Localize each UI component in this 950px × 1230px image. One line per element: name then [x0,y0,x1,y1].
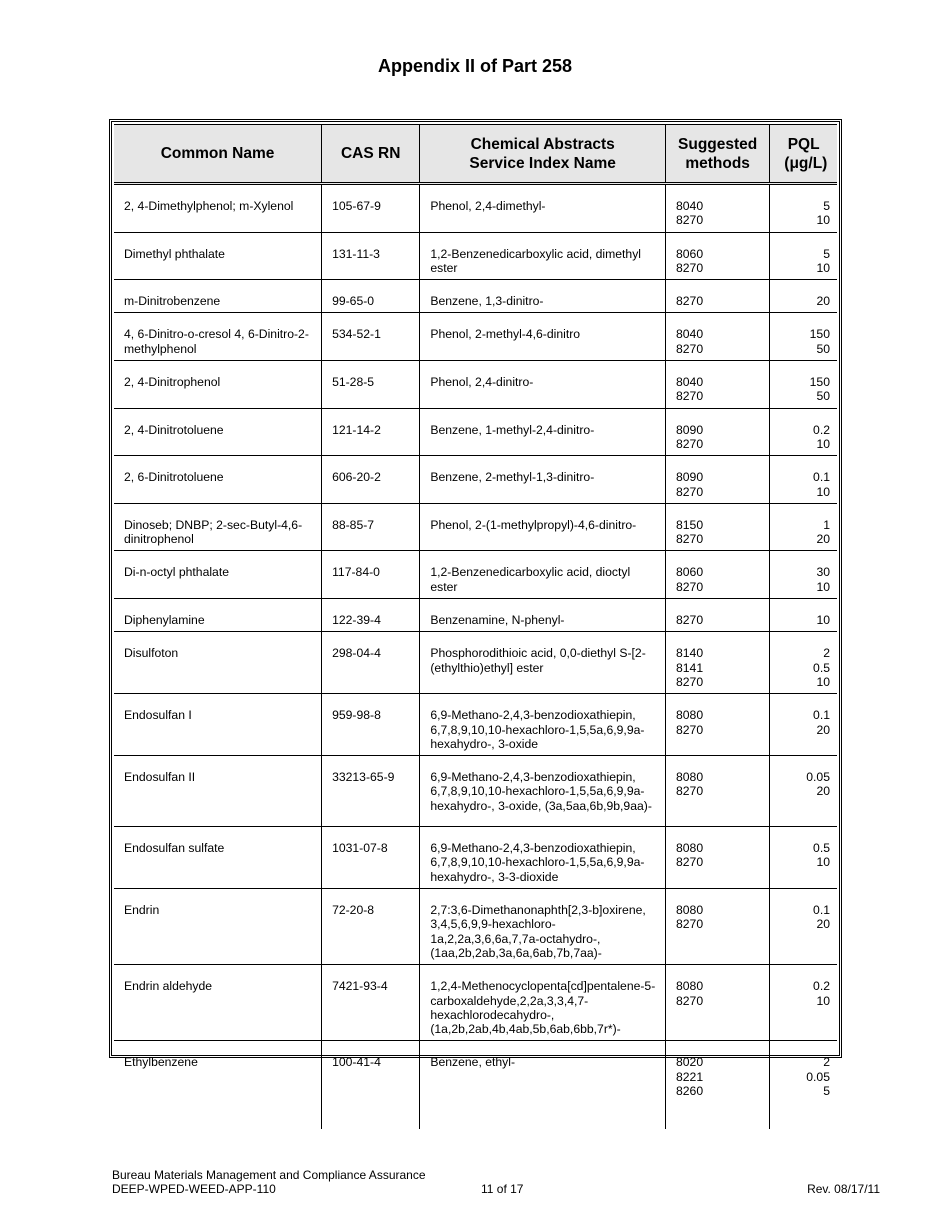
footer-left [112,1168,426,1196]
cell-cas-rn: 51-28-5 [322,361,420,409]
cell-pql: 20 [770,280,837,313]
cell-index-name: 6,9-Methano-2,4,3-benzodioxathiepin, 6,7,8,9,10,10-hexachloro-1,5,5a,6,9,9a-hexahydro-, 3-3-dioxide [420,827,666,889]
cell-suggested-methods: 8150 8270 [666,503,770,551]
table-row [114,889,837,965]
cell-index-name: 6,9-Methano-2,4,3-benzodioxathiepin, 6,7,8,9,10,10-hexachloro-1,5,5a,6,9,9a-hexahydro-, 3-oxide [420,694,666,756]
cell-pql: 10 [770,599,837,632]
table-row [114,313,837,361]
footer-org: Bureau Materials Management and Compliance Assurance [112,1168,426,1182]
cell-common-name: Endosulfan I [114,694,322,756]
cell-index-name: 2,7:3,6-Dimethanonaphth[2,3-b]oxirene, 3,4,5,6,9,9-hexachloro-1a,2,2a,3,6,6a,7,7a-octahydro-, (1aa,2b,2ab,3a,6a,6ab,7b,7aa)- [420,889,666,965]
table-row [114,503,837,551]
constituents-table [114,124,837,1129]
cell-common-name: m-Dinitrobenzene [114,280,322,313]
table-body [114,184,837,1129]
table-row [114,827,837,889]
cell-pql: 30 10 [770,551,837,599]
cell-pql: 0.1 20 [770,694,837,756]
table-row [114,280,837,313]
cell-common-name: 2, 4-Dimethylphenol; m-Xylenol [114,184,322,233]
cell-suggested-methods: 8080 8270 [666,889,770,965]
cell-cas-rn: 122-39-4 [322,599,420,632]
table-row [114,456,837,504]
header-pql: PQL (μg/L) [770,125,837,184]
cell-index-name: 1,2-Benzenedicarboxylic acid, dimethyl ester [420,232,666,280]
cell-common-name: Ethylbenzene [114,1041,322,1129]
cell-cas-rn: 117-84-0 [322,551,420,599]
cell-pql: 5 10 [770,184,837,233]
cell-index-name: Phenol, 2,4-dinitro- [420,361,666,409]
cell-common-name: Disulfoton [114,632,322,694]
cell-pql: 0.1 10 [770,456,837,504]
cell-cas-rn: 33213-65-9 [322,756,420,827]
cell-index-name: Phenol, 2,4-dimethyl- [420,184,666,233]
cell-cas-rn: 534-52-1 [322,313,420,361]
cell-suggested-methods: 8040 8270 [666,361,770,409]
cell-pql: 1 20 [770,503,837,551]
header-suggested-methods: Suggested methods [666,125,770,184]
cell-common-name: Diphenylamine [114,599,322,632]
cell-cas-rn: 606-20-2 [322,456,420,504]
table-row [114,408,837,456]
footer-doc-id: DEEP-WPED-WEED-APP-110 [112,1182,276,1196]
cell-cas-rn: 100-41-4 [322,1041,420,1129]
cell-suggested-methods: 8060 8270 [666,551,770,599]
cell-pql: 2 0.5 10 [770,632,837,694]
cell-index-name: 1,2,4-Methenocyclopenta[cd]pentalene-5-carboxaldehyde,2,2a,3,3,4,7-hexachlorodecahydro-, (1a,2b,2ab,4b,4ab,5b,6ab,6bb,7r*)- [420,965,666,1041]
table-row [114,1041,837,1129]
cell-index-name: Benzenamine, N-phenyl- [420,599,666,632]
constituents-table-frame [109,119,842,1098]
cell-cas-rn: 99-65-0 [322,280,420,313]
cell-common-name: Endrin aldehyde [114,965,322,1041]
cell-index-name: 6,9-Methano-2,4,3-benzodioxathiepin, 6,7,8,9,10,10-hexachloro-1,5,5a,6,9,9a-hexahydro-, 3-oxide, (3a,5aa,6b,9b,9aa)- [420,756,666,827]
cell-pql: 150 50 [770,313,837,361]
header-cas-rn: CAS RN [322,125,420,184]
cell-suggested-methods: 8080 8270 [666,827,770,889]
cell-cas-rn: 7421-93-4 [322,965,420,1041]
cell-pql: 0.05 20 [770,756,837,827]
cell-cas-rn: 105-67-9 [322,184,420,233]
cell-cas-rn: 121-14-2 [322,408,420,456]
cell-suggested-methods: 8270 [666,599,770,632]
table-row [114,756,837,827]
cell-index-name: Benzene, ethyl- [420,1041,666,1129]
table-row [114,965,837,1041]
table-header-row [114,125,837,184]
footer-revision: Rev. 08/17/11 [807,1182,880,1196]
cell-suggested-methods: 8090 8270 [666,456,770,504]
cell-cas-rn: 298-04-4 [322,632,420,694]
cell-suggested-methods: 8080 8270 [666,694,770,756]
header-common-name: Common Name [114,125,322,184]
table-row [114,694,837,756]
cell-cas-rn: 959-98-8 [322,694,420,756]
cell-cas-rn: 72-20-8 [322,889,420,965]
cell-suggested-methods: 8040 8270 [666,313,770,361]
cell-index-name: Phenol, 2-(1-methylpropyl)-4,6-dinitro- [420,503,666,551]
cell-common-name: 4, 6-Dinitro-o-cresol 4, 6-Dinitro-2-methylphenol [114,313,322,361]
table-row [114,551,837,599]
cell-pql: 0.2 10 [770,408,837,456]
cell-index-name: Benzene, 1,3-dinitro- [420,280,666,313]
cell-common-name: Endosulfan sulfate [114,827,322,889]
cell-common-name: 2, 4-Dinitrophenol [114,361,322,409]
cell-suggested-methods: 8020 8221 8260 [666,1041,770,1129]
cell-suggested-methods: 8270 [666,280,770,313]
cell-cas-rn: 1031-07-8 [322,827,420,889]
footer-page-number: 11 of 17 [481,1182,524,1196]
cell-suggested-methods: 8080 8270 [666,965,770,1041]
cell-pql: 0.2 10 [770,965,837,1041]
table-row [114,184,837,233]
cell-pql: 0.5 10 [770,827,837,889]
cell-cas-rn: 131-11-3 [322,232,420,280]
cell-common-name: Endosulfan II [114,756,322,827]
cell-suggested-methods: 8060 8270 [666,232,770,280]
page-title: Appendix II of Part 258 [377,56,573,76]
cell-common-name: Endrin [114,889,322,965]
cell-common-name: Dinoseb; DNBP; 2-sec-Butyl-4,6-dinitrophenol [114,503,322,551]
cell-index-name: Phenol, 2-methyl-4,6-dinitro [420,313,666,361]
cell-pql: 0.1 20 [770,889,837,965]
cell-common-name: Dimethyl phthalate [114,232,322,280]
header-index-name: Chemical Abstracts Service Index Name [420,125,666,184]
cell-index-name: Benzene, 1-methyl-2,4-dinitro- [420,408,666,456]
cell-pql: 5 10 [770,232,837,280]
table-row [114,232,837,280]
cell-common-name: 2, 4-Dinitrotoluene [114,408,322,456]
table-row [114,599,837,632]
cell-index-name: Benzene, 2-methyl-1,3-dinitro- [420,456,666,504]
cell-common-name: Di-n-octyl phthalate [114,551,322,599]
table-row [114,361,837,409]
cell-cas-rn: 88-85-7 [322,503,420,551]
cell-pql: 2 0.05 5 [770,1041,837,1129]
cell-index-name: Phosphorodithioic acid, 0,0-diethyl S-[2-(ethylthio)ethyl] ester [420,632,666,694]
cell-suggested-methods: 8080 8270 [666,756,770,827]
cell-suggested-methods: 8040 8270 [666,184,770,233]
cell-suggested-methods: 8090 8270 [666,408,770,456]
cell-pql: 150 50 [770,361,837,409]
table-row [114,632,837,694]
cell-common-name: 2, 6-Dinitrotoluene [114,456,322,504]
cell-suggested-methods: 8140 8141 8270 [666,632,770,694]
cell-index-name: 1,2-Benzenedicarboxylic acid, dioctyl ester [420,551,666,599]
